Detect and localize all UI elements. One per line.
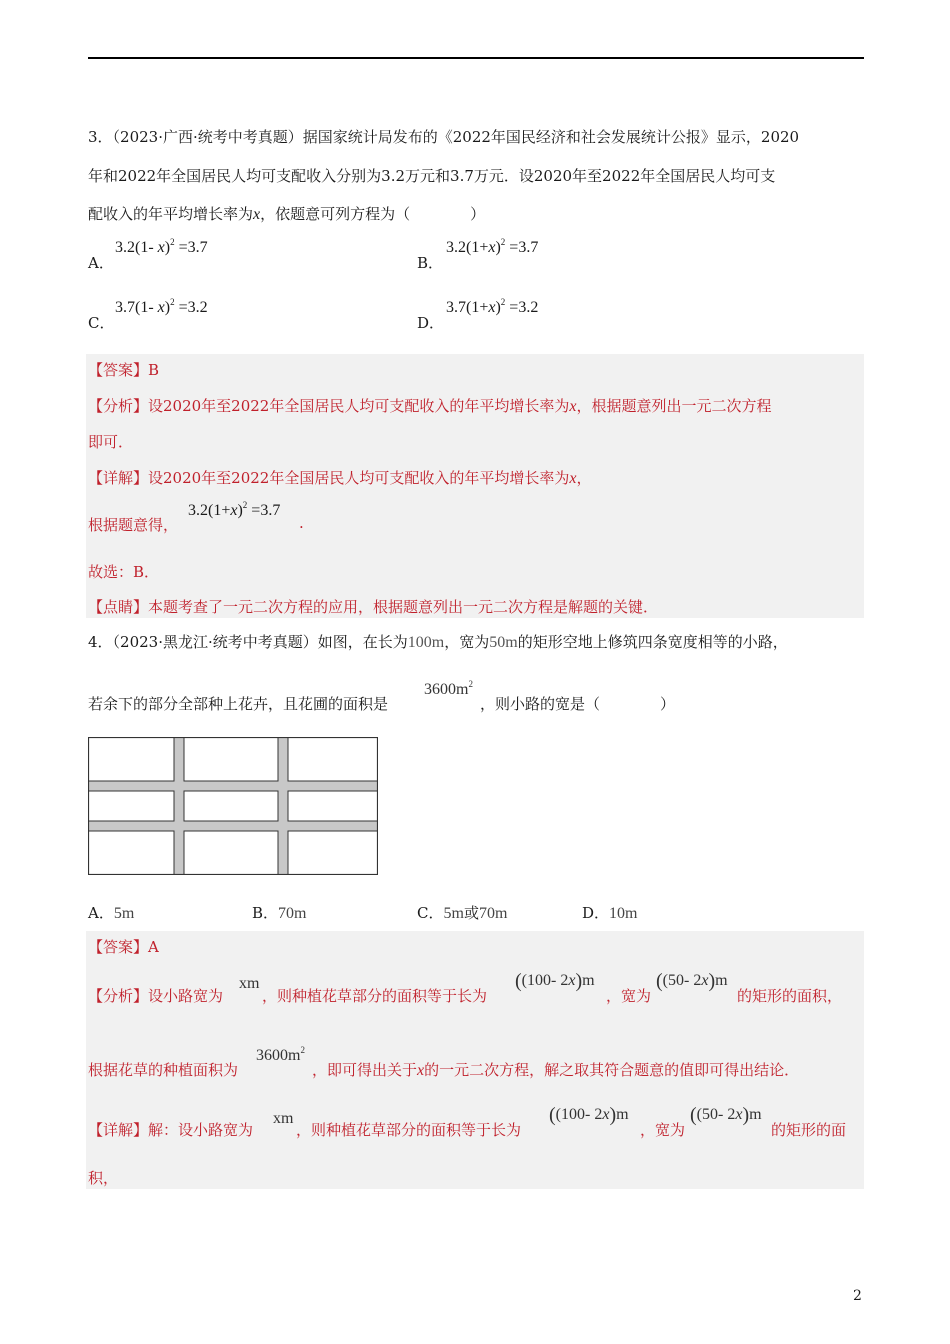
q4-line2: 若余下的部分全部种上花卉，且花圃的面积是 xyxy=(88,695,389,713)
flower-bed xyxy=(89,738,175,782)
q4-option-c: C．5m或70m xyxy=(417,904,508,922)
a4-analysis-line2: 根据花草的种植面积为 xyxy=(88,1061,239,1079)
q3-option-a-formula: 3.2(1- x)$^2$ =3.7 xyxy=(115,237,208,256)
a4-expr-width: ((50- 2x)m xyxy=(656,970,728,992)
q4-option-d: D．10m xyxy=(582,904,638,922)
road-horizontal-1 xyxy=(89,781,378,791)
road-vertical-2 xyxy=(278,738,288,875)
header-rule xyxy=(88,57,864,59)
flower-bed xyxy=(288,738,378,782)
a3-choose: 故选：B． xyxy=(88,563,160,581)
a4-detail-line1: 【详解】解：设小路宽为 xyxy=(88,1121,254,1139)
a4-analysis-end: 的矩形的面积， xyxy=(737,987,843,1005)
a4-analysis-line1: 【分析】设小路宽为 xyxy=(88,987,224,1005)
q3-option-c-label: C． xyxy=(88,314,115,332)
a4-detail-expr-length: ((100- 2x)m xyxy=(549,1104,629,1126)
flower-bed xyxy=(89,831,175,875)
q4-area: $3600m^2$ xyxy=(424,679,473,698)
flower-bed xyxy=(184,738,278,782)
a4-analysis-line2-end: ，即可得出关于x的一元二次方程，解之取其符合题意的值即可得出结论． xyxy=(312,1061,800,1079)
q4-option-b: B．70m xyxy=(252,904,307,922)
a4-expr-length: ((100- 2x)m xyxy=(515,970,595,992)
a4-area: $3600m^2$ xyxy=(256,1045,305,1064)
flower-bed xyxy=(288,831,378,875)
q3-option-d-formula: $3.7(1+x)^2 =3.2$ xyxy=(446,297,539,316)
q3-option-c-formula: 3.7(1- x)$^2$ =3.2 xyxy=(115,297,208,316)
a4-detail-expr-width: ((50- 2x)m xyxy=(690,1104,762,1126)
flower-bed xyxy=(184,791,278,821)
page-number: 2 xyxy=(853,1288,862,1304)
road-horizontal-2 xyxy=(89,821,378,831)
a3-detail-line2: 根据题意得， xyxy=(88,516,179,534)
q3-option-a-label: A． xyxy=(88,254,114,272)
q4-line2-end: ，则小路的宽是（ ） xyxy=(480,695,676,713)
a4-analysis-width-text: ，宽为 xyxy=(606,987,652,1005)
flower-bed xyxy=(184,831,278,875)
q4-line1: 4．（2023·黑龙江·统考中考真题）如图，在长为100m，宽为50m的矩形空地上修筑四条宽度相等的小路， xyxy=(88,633,788,651)
road-vertical-1 xyxy=(174,738,184,875)
q3-line2: 年和2022年全国居民人均可支配收入分别为3.2万元和3.7万元．设2020年至2022年全国居民人均可支 xyxy=(88,167,776,185)
a3-analysis-cont: 即可． xyxy=(88,433,134,451)
a3-detail: 【详解】设2020年至2022年全国居民人均可支配收入的年平均增长率为x， xyxy=(88,469,592,487)
a3-answer: 【答案】B xyxy=(88,361,160,379)
q3-option-d-label: D． xyxy=(417,314,445,332)
flower-bed xyxy=(89,791,175,821)
a4-analysis-text: ，则种植花草部分的面积等于长为 xyxy=(262,987,488,1005)
a4-detail-end: 的矩形的面 xyxy=(771,1121,847,1139)
q3-line3: 配收入的年平均增长率为x，依题意可列方程为（ ） xyxy=(88,205,486,223)
q3-option-b-formula: $3.2(1+x)^2 =3.7$ xyxy=(446,237,539,256)
a4-answer: 【答案】A xyxy=(88,938,159,956)
a3-equation: $3.2(1+x)^2 =3.7$ xyxy=(188,500,281,519)
a4-detail-line2: 积， xyxy=(88,1169,119,1187)
a3-equation-period: . xyxy=(299,514,304,532)
a4-var-xm: xm xyxy=(239,975,260,992)
a4-detail-width-text: ，宽为 xyxy=(640,1121,686,1139)
a4-detail-text: ，则种植花草部分的面积等于长为 xyxy=(296,1121,522,1139)
flower-bed xyxy=(288,791,378,821)
q3-option-b-label: B． xyxy=(417,254,444,272)
q4-option-a: A．5m xyxy=(88,904,135,922)
garden-road-figure xyxy=(88,737,378,875)
q3-line1: 3．（2023·广西·统考中考真题）据国家统计局发布的《2022年国民经济和社会发展统计公报》显示，2020 xyxy=(88,128,800,146)
a4-detail-var-xm: xm xyxy=(273,1110,294,1127)
a3-analysis: 【分析】设2020年至2022年全国居民人均可支配收入的年平均增长率为x，根据题意列出一元二次方程 xyxy=(88,397,772,415)
a3-comment: 【点睛】本题考查了一元二次方程的应用，根据题意列出一元二次方程是解题的关键． xyxy=(88,598,659,616)
